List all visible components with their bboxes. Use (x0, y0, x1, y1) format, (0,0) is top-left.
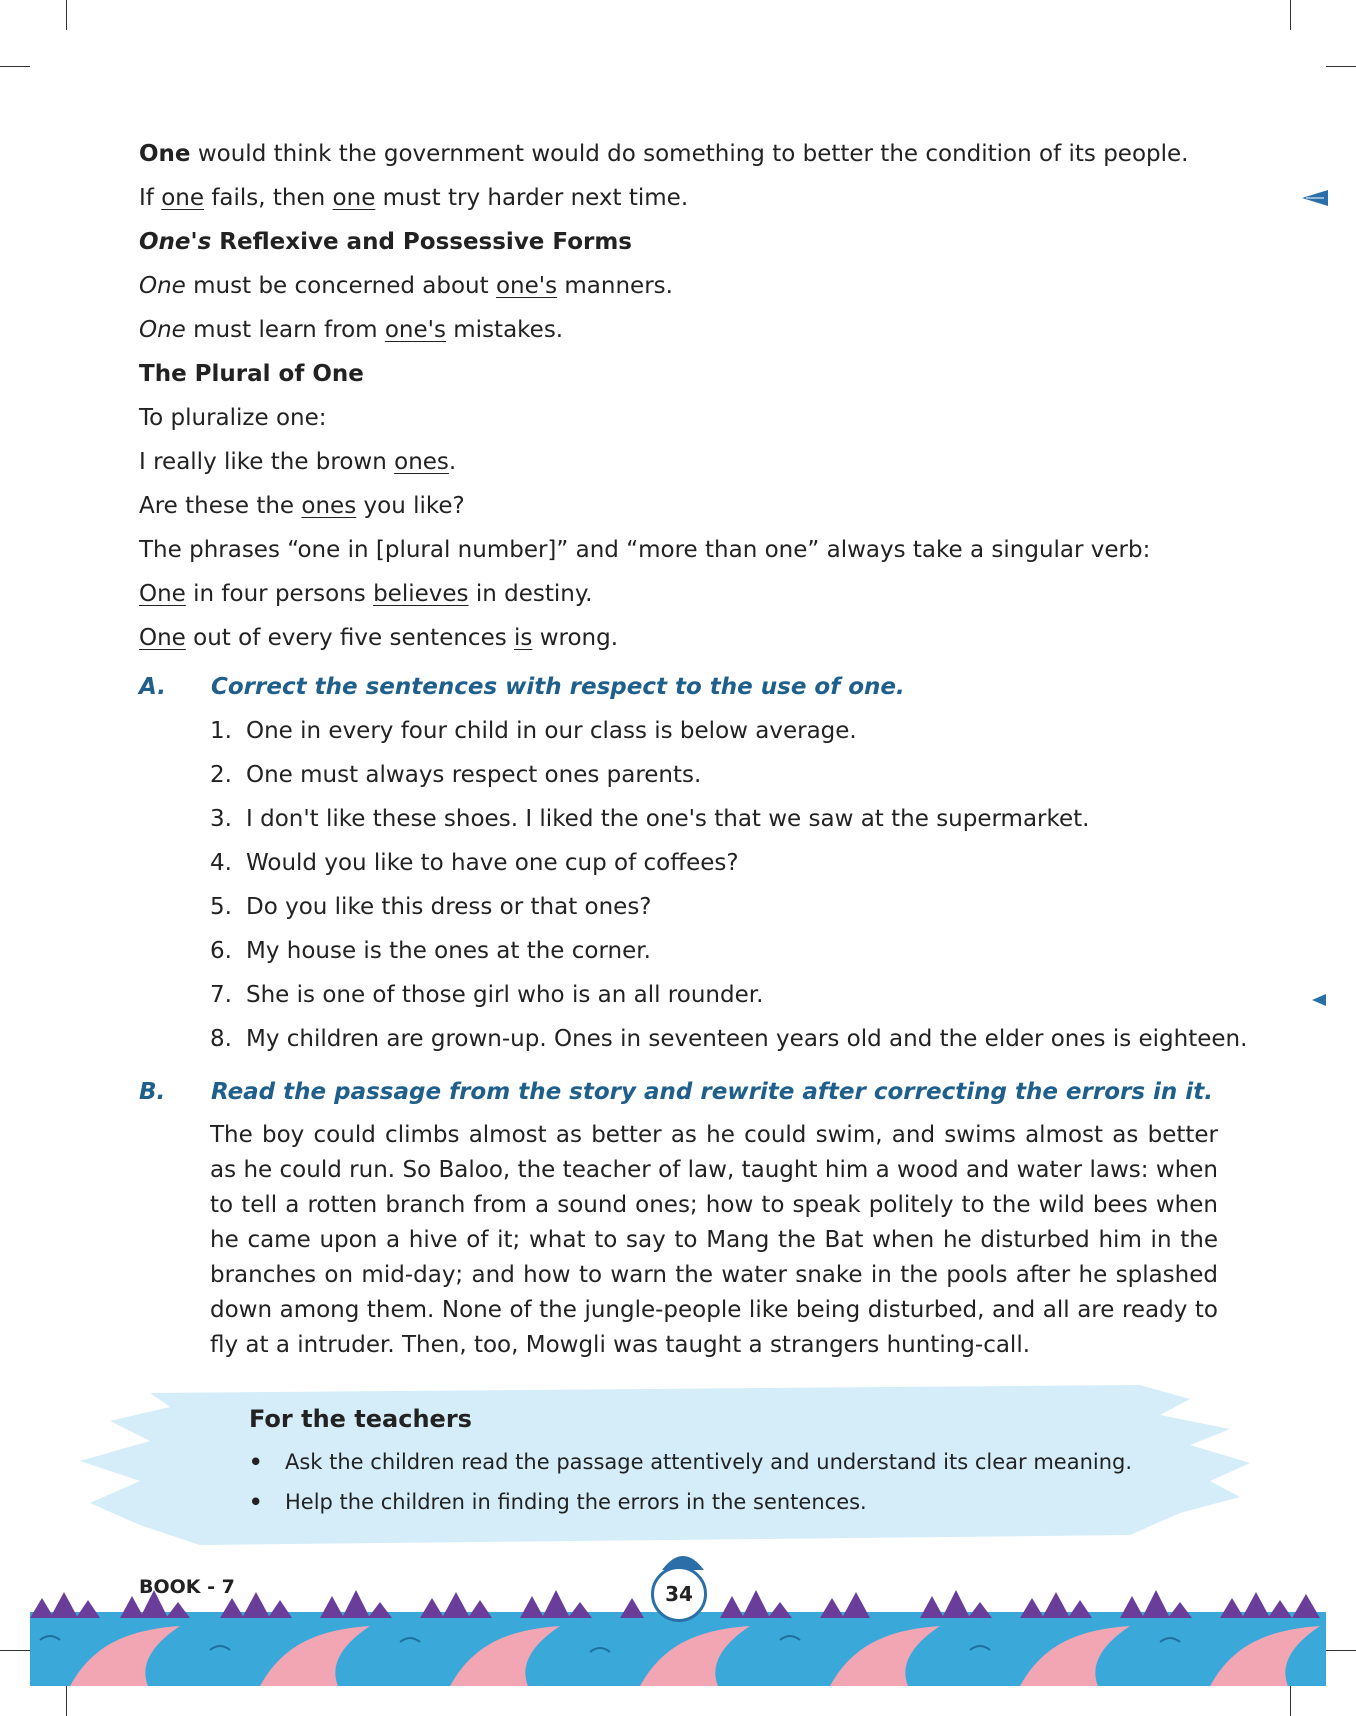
section-b-heading (139, 1079, 1213, 1105)
story-passage: The boy could climbs almost as better as he could swim, and swims almost as better as he could run. So Baloo, the teacher of law, taught him a wood and water laws: when to tell a rotten branch from a sound ones; how to speak politely to the wild bees when he came upon a hive of it; what to say to Mang the Bat when he disturbed him in the branches on mid-day; and how to warn the water snake in the pools after he splashed down among them. None of the jungle-people like being disturbed, and all are ready to fly at a intruder. Then, too, Mowgli was taught a strangers hunting-call. (210, 1122, 1218, 1358)
page-number: 34 (651, 1566, 707, 1622)
teacher-note-title: For the teachers (249, 1405, 472, 1433)
reflexive-example-2: One must learn from one's mistakes. (139, 317, 564, 343)
intro-block (139, 132, 1219, 660)
crop-mark (0, 1650, 30, 1651)
crop-mark (1326, 66, 1356, 67)
intro-line-2: If one fails, then one must try harder next time. (139, 185, 689, 211)
bullet-icon: • (249, 1450, 263, 1474)
exercise-item: 2. One must always respect ones parents. (210, 762, 702, 788)
exercise-item: 6. My house is the ones at the corner. (210, 938, 651, 964)
bullet-icon: • (249, 1490, 263, 1514)
section-b-title: Read the passage from the story and rewrite after correcting the errors in it. (211, 1079, 1213, 1105)
exercise-item: 8. My children are grown-up. Ones in seventeen years old and the elder ones is eighteen. (210, 1026, 1248, 1052)
crop-mark (0, 66, 30, 67)
reflexive-example-1: One must be concerned about one's manners. (139, 273, 673, 299)
exercise-item: 5. Do you like this dress or that ones? (210, 894, 652, 920)
crop-mark (1290, 0, 1291, 30)
exercise-item: 4. Would you like to have one cup of coffees? (210, 850, 739, 876)
plural-example-1: I really like the brown ones. (139, 449, 457, 475)
crop-mark (1326, 1650, 1356, 1651)
crop-mark (66, 0, 67, 30)
plural-example-3: One in four persons believes in destiny. (139, 581, 593, 607)
plural-heading: The Plural of One (139, 361, 364, 387)
book-label: BOOK - 7 (139, 1576, 235, 1598)
registration-mark-icon (1302, 190, 1328, 206)
section-a-title: Correct the sentences with respect to the use of one. (211, 674, 905, 700)
crop-mark (1290, 1686, 1291, 1716)
section-a-heading (139, 674, 905, 700)
plural-intro: To pluralize one: (139, 405, 327, 431)
plural-example-2: Are these the ones you like? (139, 493, 465, 519)
crop-mark (66, 1686, 67, 1716)
section-a-letter: A. (139, 674, 166, 700)
intro-line-1: One would think the government would do something to better the condition of its people. (139, 141, 1189, 167)
teacher-note-bullet: • Ask the children read the passage attentively and understand its clear meaning. (249, 1450, 1133, 1474)
section-b-letter: B. (139, 1079, 166, 1105)
exercise-item: 1. One in every four child in our class is below average. (210, 718, 857, 744)
reflexive-heading: One's Reflexive and Possessive Forms (139, 229, 632, 255)
registration-mark-icon (1312, 994, 1326, 1006)
exercise-item: 3. I don't like these shoes. I liked the one's that we saw at the supermarket. (210, 806, 1090, 832)
plural-rule: The phrases “one in [plural number]” and “more than one” always take a singular verb: (139, 537, 1151, 563)
plural-example-4: One out of every five sentences is wrong. (139, 625, 619, 651)
teacher-note-bullet: • Help the children in finding the errors in the sentences. (249, 1490, 867, 1514)
exercise-item: 7. She is one of those girl who is an all rounder. (210, 982, 764, 1008)
